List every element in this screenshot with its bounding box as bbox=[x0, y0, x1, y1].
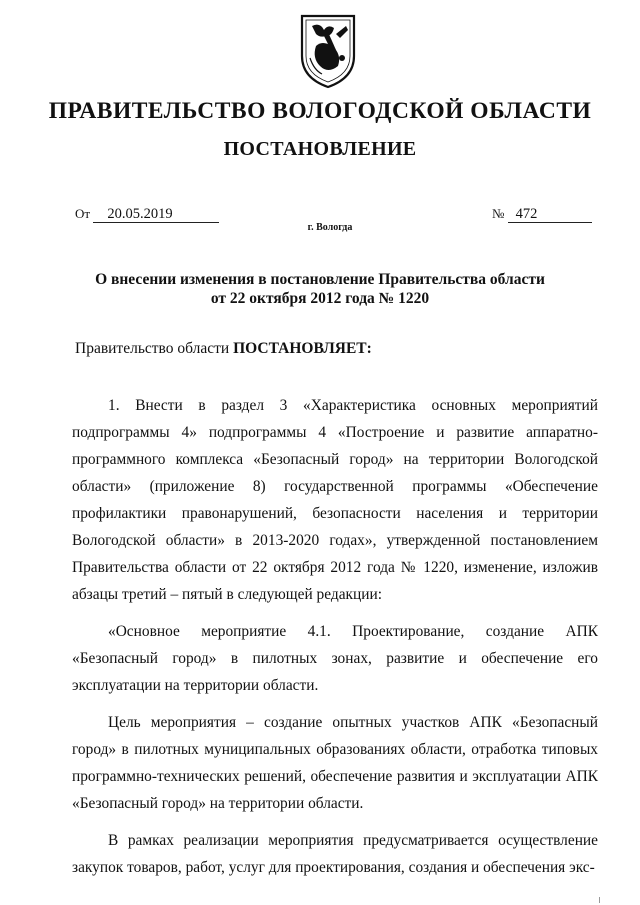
resolves-line bbox=[75, 340, 372, 358]
number-line bbox=[492, 206, 592, 223]
resolves-verb: ПОСТАНОВЛЯЕТ: bbox=[233, 340, 372, 357]
paragraph: Цель мероприятия – создание опытных участков АПК «Безопасный город» в пилотных муниципальных образованиях области, отработка типовых программно-технических решений, обеспечение развития и эксплуатации АПК «Безопасный город» на территории области. bbox=[72, 714, 598, 812]
heading-line-2: от 22 октября 2012 года № 1220 bbox=[210, 290, 430, 307]
number-value: 472 bbox=[508, 206, 592, 223]
document-heading bbox=[60, 270, 580, 308]
government-title: ПРАВИТЕЛЬСТВО ВОЛОГОДСКОЙ ОБЛАСТИ bbox=[48, 98, 592, 124]
date-value: 20.05.2019 bbox=[93, 206, 219, 223]
date-line bbox=[75, 206, 219, 223]
document-body bbox=[72, 392, 598, 891]
scan-mark bbox=[599, 897, 600, 903]
paragraph: «Основное мероприятие 4.1. Проектирование, создание АПК «Безопасный город» в пилотных зонах, развитие и обеспечение его эксплуатации на территории области. bbox=[72, 623, 598, 694]
vologda-coat-of-arms-icon bbox=[298, 12, 358, 90]
resolves-prefix: Правительство области bbox=[75, 340, 230, 357]
city: г. Вологда bbox=[307, 222, 353, 233]
date-prefix: От bbox=[75, 206, 91, 221]
document-type: ПОСТАНОВЛЕНИЕ bbox=[223, 138, 417, 160]
paragraph: 1. Внести в раздел 3 «Характеристика основных мероприятий подпрограммы 4» подпрограммы 4 «Построение и развитие аппаратно-программного комплекса «Безопасный город» на территории Вологодской области» (приложение 8) государственной программы «Обеспечение профилактики правонарушений, безопасности населения и территории Вологодской области» в 2013-2020 годах», утвержденной постановлением Правительства области от 22 октября 2012 года № 1220, изменение, изложив абзацы третий – пятый в следующей редакции: bbox=[72, 397, 598, 603]
heading-line-1: О внесении изменения в постановление Правительства области bbox=[95, 271, 545, 288]
paragraph: В рамках реализации мероприятия предусматривается осуществление закупок товаров, работ, услуг для проектирования, создания и обеспечения экс- bbox=[72, 832, 598, 876]
number-prefix: № bbox=[492, 206, 505, 221]
